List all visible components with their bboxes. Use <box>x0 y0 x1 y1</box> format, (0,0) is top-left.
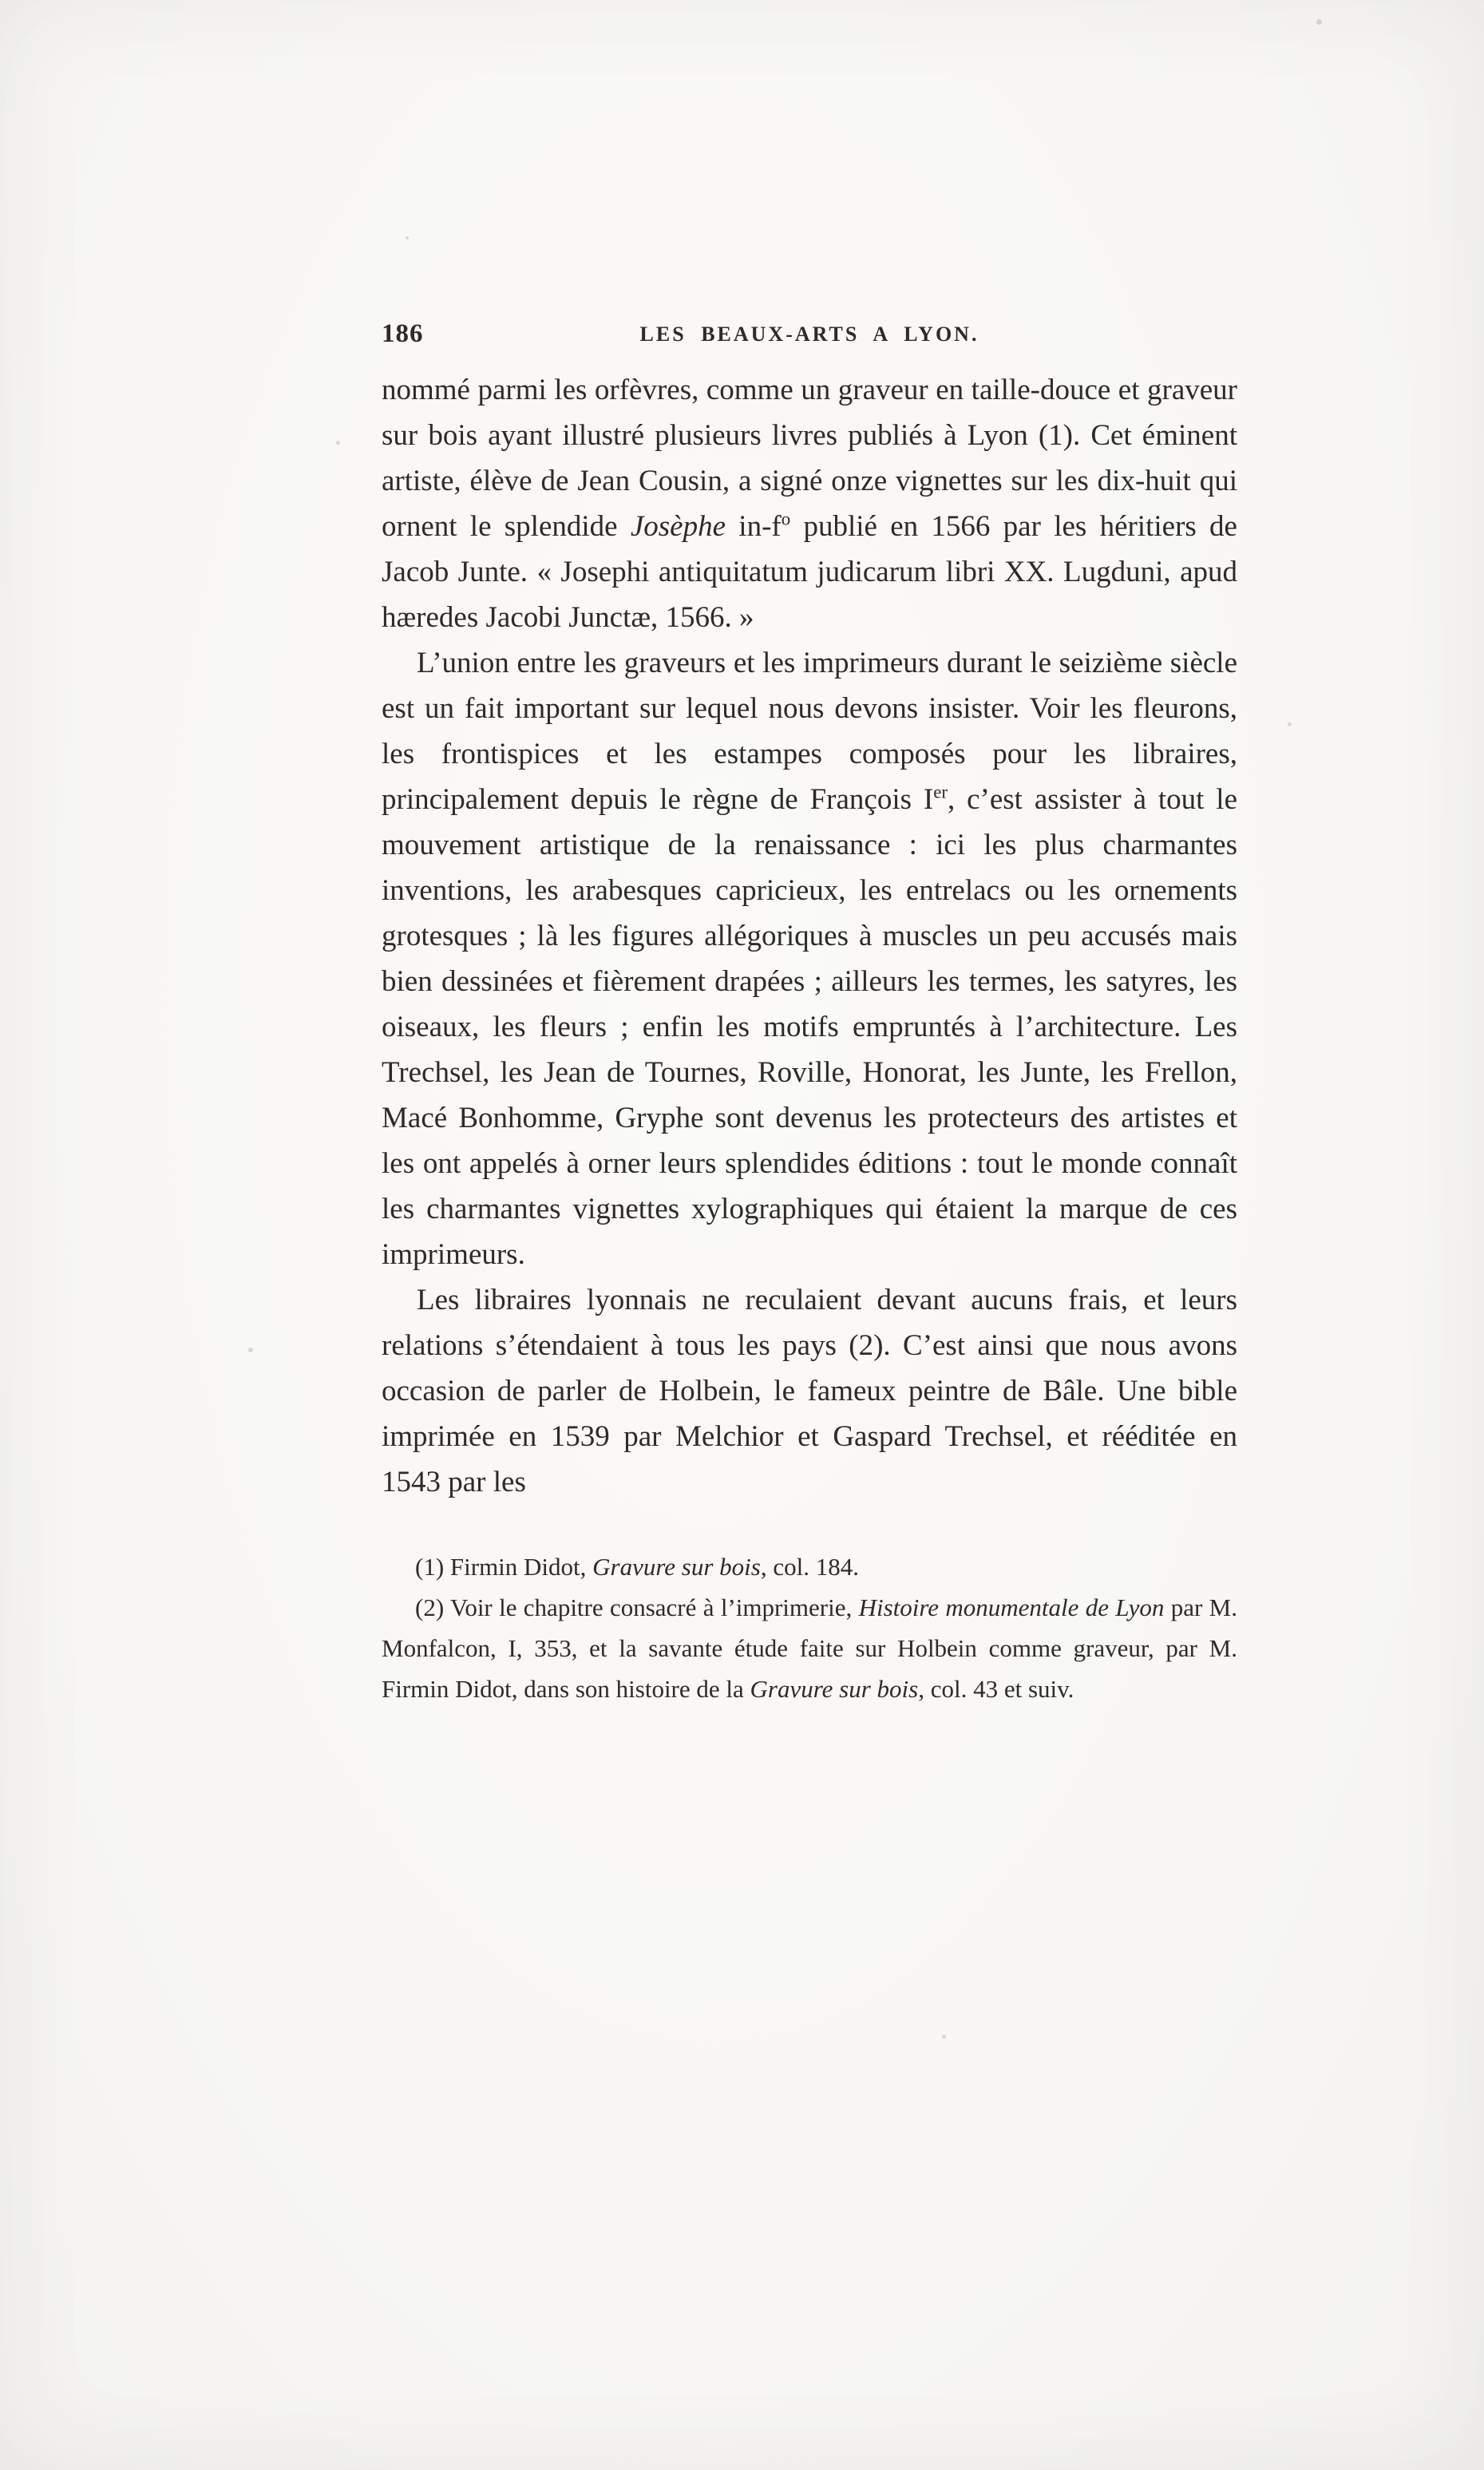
footnotes <box>382 1546 1237 1709</box>
text-run: , c’est assister à tout le mouvement artistique de la renaissance : ici les plus charmantes inventions, les arabesques capricieux, les entrelacs ou les ornements grotesques ; là les figures allégoriques à muscles un peu accusés mais bien dessinées et fièrement drapées ; ailleurs les termes, les satyres, les oiseaux, les fleurs ; enfin les motifs empruntés à l’architecture. Les Trechsel, les Jean de Tournes, Roville, Honorat, les Junte, les Frellon, Macé Bonhomme, Gryphe sont devenus les protecteurs des artistes et les ont appelés à orner leurs splendides éditions : tout le monde connaît les charmantes vignettes xylographiques qui étaient la marque de ces imprimeurs. <box>382 783 1237 1271</box>
text-run: L’union entre les graveurs et les imprimeurs durant le seizième siècle est un fait important sur lequel nous devons insister. Voir les fleurons, les frontispices et les estampes composés pour les libraires, principalement depuis le règne de François I <box>382 647 1237 816</box>
text-run: publié en 1566 par les héritiers de Jacob Junte. « Josephi antiquitatum judicarum libri XX. Lugduni, apud hæredes Jacobi Junctæ, 1566. » <box>382 510 1237 634</box>
superscript-text: er <box>933 782 948 802</box>
superscript-text: o <box>781 509 791 529</box>
text-block <box>382 318 1237 1709</box>
text-run: par M. Monfalcon, I, 353, et la savante étude faite sur Holbein comme graveur, par M. Firmin Didot, dans son histoire de la <box>382 1593 1237 1703</box>
italic-text: Josèphe <box>630 510 726 543</box>
text-run: Les libraires lyonnais ne reculaient devant aucuns frais, et leurs relations s’étendaient à tous les pays (2). C’est ainsi que nous avons occasion de parler de Holbein, le fameux peintre de Bâle. Une bible imprimée en 1539 par Melchior et Gaspard Trechsel, et rééditée en 1543 par les <box>382 1284 1237 1498</box>
text-run: nommé parmi les orfèvres, comme un graveur en taille-douce et graveur sur bois ayant illustré plusieurs livres publiés à Lyon (1). Cet éminent artiste, élève de Jean Cousin, a signé onze vignettes sur les dix-huit qui ornent le splendide <box>382 374 1237 543</box>
scan-speck <box>336 441 340 445</box>
scan-speck <box>248 1348 253 1352</box>
text-run: (1) Firmin Didot, <box>415 1553 593 1581</box>
scan-speck <box>942 2035 946 2039</box>
italic-text: Gravure sur bois <box>750 1675 919 1703</box>
scan-speck <box>406 236 409 239</box>
body-text <box>382 367 1237 1505</box>
text-run: (2) Voir le chapitre consacré à l’imprimerie, <box>415 1593 859 1621</box>
scan-speck <box>1316 19 1322 25</box>
running-head <box>382 318 1237 354</box>
text-run: , col. 184. <box>760 1553 859 1581</box>
running-title: LES BEAUX-ARTS A LYON. <box>639 323 979 346</box>
page-number: 186 <box>382 319 424 348</box>
paragraph <box>382 367 1237 640</box>
text-run: in-f <box>726 510 782 543</box>
text-run: , col. 43 et suiv. <box>918 1675 1074 1703</box>
footnote <box>382 1587 1237 1709</box>
paragraph <box>382 640 1237 1277</box>
scan-speck <box>1288 722 1292 726</box>
italic-text: Histoire monumentale de Lyon <box>858 1593 1165 1621</box>
footnote <box>382 1546 1237 1587</box>
italic-text: Gravure sur bois <box>592 1553 761 1581</box>
paragraph <box>382 1277 1237 1505</box>
